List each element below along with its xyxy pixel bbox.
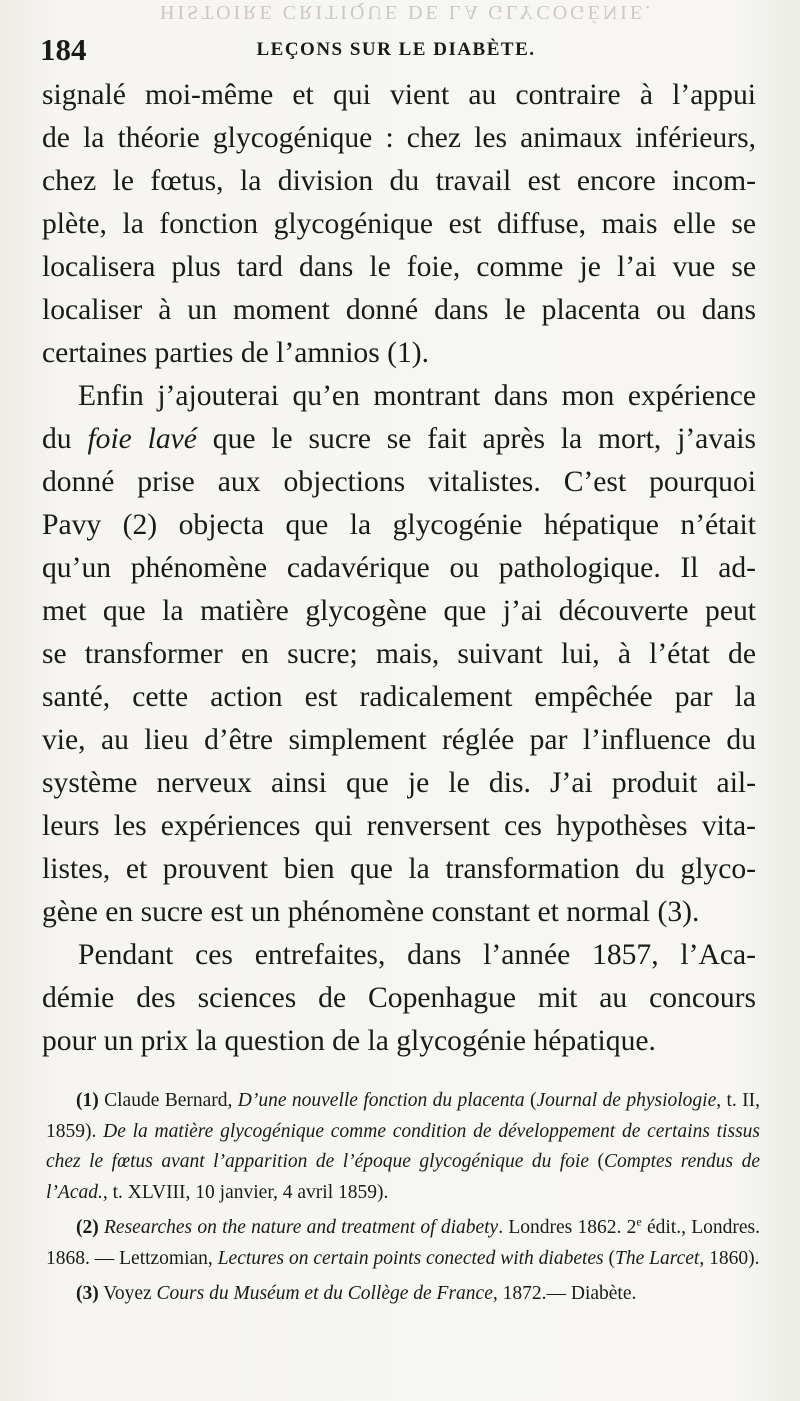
footnote-text: Voyez (98, 1283, 157, 1304)
footnote-italic-text: Cours du Muséum et du Collège de France (156, 1283, 493, 1304)
body-text (42, 74, 756, 1063)
footnote-text: ( (589, 1151, 605, 1172)
footnote (46, 1086, 760, 1208)
italic-phrase: foie lavé (87, 423, 197, 455)
body-line: leurs les expériences qui renversent ces hypothèses vita- (42, 810, 756, 842)
body-line: de la théorie glycogénique : chez les animaux inférieurs, (42, 122, 756, 154)
body-line: qu’un phénomène cadavérique ou pathologique. Il ad- (42, 552, 756, 584)
footnote-text: ( (603, 1247, 616, 1269)
body-line: met que la matière glycogène que j’ai découverte peut (42, 595, 756, 627)
footnote-number: (2) (76, 1217, 99, 1238)
footnote-italic-text: De la matière glycogénique comme condition de développement de certains tissus chez le fœtus avant l’apparition de l’époque glycogénique du foie (46, 1120, 760, 1172)
body-line: plète, la fonction glycogénique est diffuse, mais elle se (42, 208, 756, 240)
footnote-text: e (636, 1214, 642, 1229)
footnote-text: édit., Londres. 1868. — Lettzomian, (46, 1217, 760, 1269)
footnote-number: (3) (76, 1283, 99, 1304)
body-line: se transformer en sucre; mais, suivant lui, à l’état de (42, 638, 756, 670)
footnote-text: , 1860). (699, 1247, 760, 1269)
footnote (46, 1213, 760, 1274)
footnote-italic-text: D’une nouvelle fonction du placenta (237, 1090, 525, 1111)
footnote-text: . Londres 1862. 2 (498, 1217, 637, 1238)
footnote-text: Claude Bernard, (98, 1090, 238, 1111)
running-title: LEÇONS SUR LE DIABÈTE. (256, 39, 536, 60)
body-line: localisera plus tard dans le foie, comme je l’ai vue se (42, 251, 756, 283)
body-line: du foie lavé que le sucre se fait après la mort, j’avais (42, 423, 756, 455)
page-header (40, 32, 752, 72)
footnote-text: ( (524, 1090, 537, 1111)
body-line: vie, au lieu d’être simplement réglée par l’influence du (42, 724, 756, 756)
footnote-italic-text: Lectures on certain points conected with diabetes (217, 1247, 604, 1269)
footnote-italic-text: Comptes rendus de l’Acad. (46, 1151, 760, 1203)
body-line: localiser à un moment donné dans le placenta ou dans (42, 294, 756, 326)
page-number: 184 (40, 32, 87, 67)
body-line: Pavy (2) objecta que la glycogénie hépatique n’était (42, 509, 756, 541)
footnote (46, 1279, 760, 1310)
bleed-through-text: HISTOIRE CRITIQUE DE LA GLYCOGÉNIE. (160, 1, 654, 23)
body-line: système nerveux ainsi que je le dis. J’ai produit ail- (42, 767, 756, 799)
footnote-italic-text: The Larcet (615, 1247, 700, 1269)
body-line: pour un prix la question de la glycogénie hépatique. (42, 1025, 656, 1057)
body-line: donné prise aux objections vitalistes. C’est pourquoi (42, 466, 756, 498)
footnote-italic-text: Journal de physiologie (536, 1090, 717, 1111)
body-line: listes, et prouvent bien que la transformation du glyco- (42, 853, 756, 885)
footnote-number: (1) (76, 1090, 99, 1111)
footnotes (46, 1086, 760, 1315)
footnote-italic-text: Researches on the nature and treatment of diabety (104, 1217, 499, 1238)
body-line: démie des sciences de Copenhague mit au concours (42, 982, 756, 1014)
body-line: signalé moi-même et qui vient au contraire à l’appui (42, 79, 756, 111)
body-line: santé, cette action est radicalement empêchée par la (42, 681, 756, 713)
body-line: certaines parties de l’amnios (1). (42, 337, 430, 369)
body-line: chez le fœtus, la division du travail est encore incom- (42, 165, 756, 197)
body-line: gène en sucre est un phénomène constant et normal (3). (42, 896, 700, 928)
footnote-text: , 1872.— Diabète. (492, 1283, 637, 1304)
footnote-text: , t. II, 1859). (46, 1090, 761, 1142)
body-line: Pendant ces entrefaites, dans l’année 1857, l’Aca- (78, 939, 756, 971)
footnote-text: , t. XLVIII, 10 janvier, 4 avril 1859). (102, 1181, 389, 1203)
body-line: Enfin j’ajouterai qu’en montrant dans mon expérience (78, 380, 756, 412)
